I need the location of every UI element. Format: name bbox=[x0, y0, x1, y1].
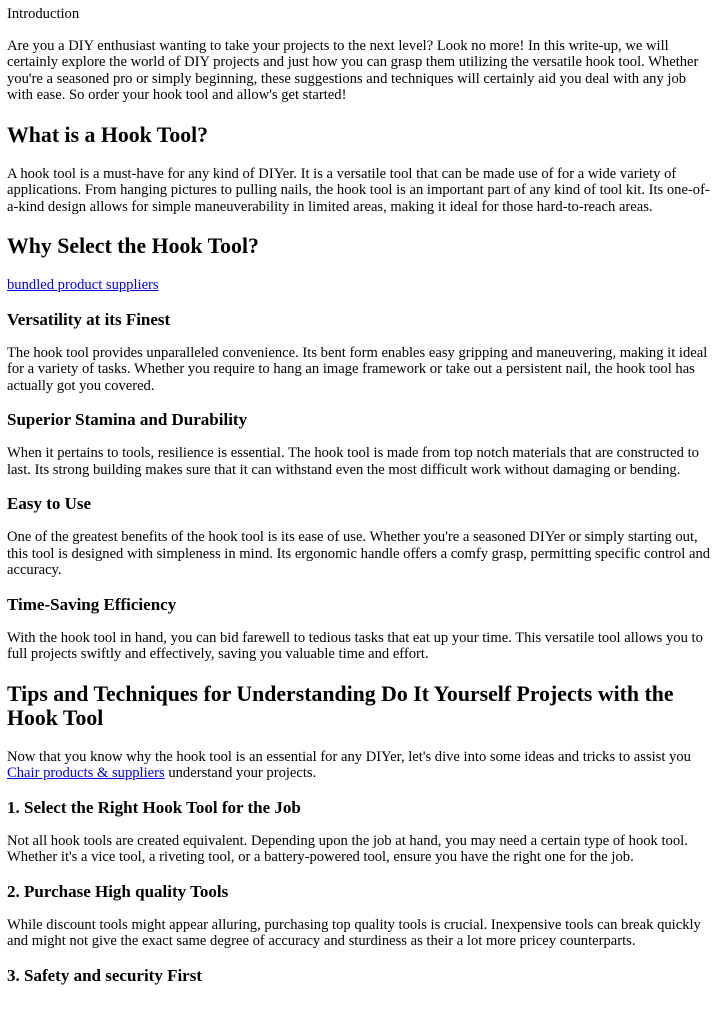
tip-1-paragraph: Not all hook tools are created equivalent. Depending upon the job at hand, you may need a certain type of hook tool. Whether it's a vice tool, a riveting tool, or a battery-powered tool, ensure you have the right one for the job. bbox=[7, 832, 688, 865]
chair-suppliers-link[interactable]: Chair products & suppliers bbox=[7, 765, 165, 781]
stamina-paragraph: When it pertains to tools, resilience is essential. The hook tool is made from top notch materials that are constructed to last. Its strong building makes sure that it can withstand even the most difficult work without damaging or bending. bbox=[7, 445, 699, 478]
intro-label: Introduction bbox=[7, 6, 80, 22]
heading-versatility: Versatility at its Finest bbox=[7, 309, 171, 329]
heading-tips: Tips and Techniques for Understanding Do It Yourself Projects with the Hook Tool bbox=[7, 681, 674, 730]
tips-intro-paragraph bbox=[7, 749, 713, 782]
heading-stamina: Superior Stamina and Durability bbox=[7, 410, 248, 429]
bundled-suppliers-link[interactable]: bundled product suppliers bbox=[7, 277, 159, 293]
tips-intro-after: understand your projects. bbox=[164, 765, 317, 781]
heading-tip-1: 1. Select the Right Hook Tool for the Job bbox=[7, 797, 301, 817]
tip-2-paragraph: While discount tools might appear alluring, purchasing top quality tools is crucial. Inexpensive tools can break quickly and might not give the exact same degree of accuracy and sturdiness as their a lot more pricey counterparts. bbox=[7, 916, 701, 949]
heading-what-is-hook-tool: What is a Hook Tool? bbox=[7, 122, 209, 147]
what-paragraph: A hook tool is a must-have for any kind of DIYer. It is a versatile tool that can be made use of for a wide variety of applications. From hanging pictures to pulling nails, the hook tool is an important part of any kind of tool kit. Its one-of-a-kind design allows for simple maneuverability in limited areas, making it ideal for those hard-to-reach areas. bbox=[7, 165, 710, 215]
versatility-paragraph: The hook tool provides unparalleled convenience. Its bent form enables easy gripping and maneuvering, making it ideal for a variety of tasks. Whether you require to hang an image framework or take out a persistent nail, the hook tool has actually got you covered. bbox=[7, 344, 708, 394]
heading-easy-to-use: Easy to Use bbox=[7, 494, 92, 513]
time-saving-paragraph: With the hook tool in hand, you can bid farewell to tedious tasks that eat up your time. This versatile tool allows you to full projects swiftly and effectively, saving you valuable time and effort. bbox=[7, 629, 703, 662]
easy-to-use-paragraph: One of the greatest benefits of the hook tool is its ease of use. Whether you're a seasoned DIYer or simply starting out, this tool is designed with simpleness in mind. Its ergonomic handle offers a comfy grasp, permitting specific control and accuracy. bbox=[7, 529, 711, 578]
heading-tip-2: 2. Purchase High quality Tools bbox=[7, 881, 229, 901]
heading-time-saving: Time-Saving Efficiency bbox=[7, 594, 177, 614]
intro-paragraph: Are you a DIY enthusiast wanting to take your projects to the next level? Look no more! In this write-up, we will certainly explore the world of DIY projects and just how you can grasp them utilizing the versatile hook tool. Whether you're a seasoned pro or simply beginning, these suggestions and techniques will certainly aid you deal with any job with ease. So order your hook tool and allow's get started! bbox=[7, 37, 699, 103]
heading-why-select: Why Select the Hook Tool? bbox=[7, 234, 259, 258]
tips-intro-before: Now that you know why the hook tool is an essential for any DIYer, let's dive into some ideas and tricks to assist you bbox=[7, 748, 691, 765]
link-paragraph bbox=[7, 277, 713, 294]
heading-tip-3: 3. Safety and security First bbox=[7, 965, 203, 985]
